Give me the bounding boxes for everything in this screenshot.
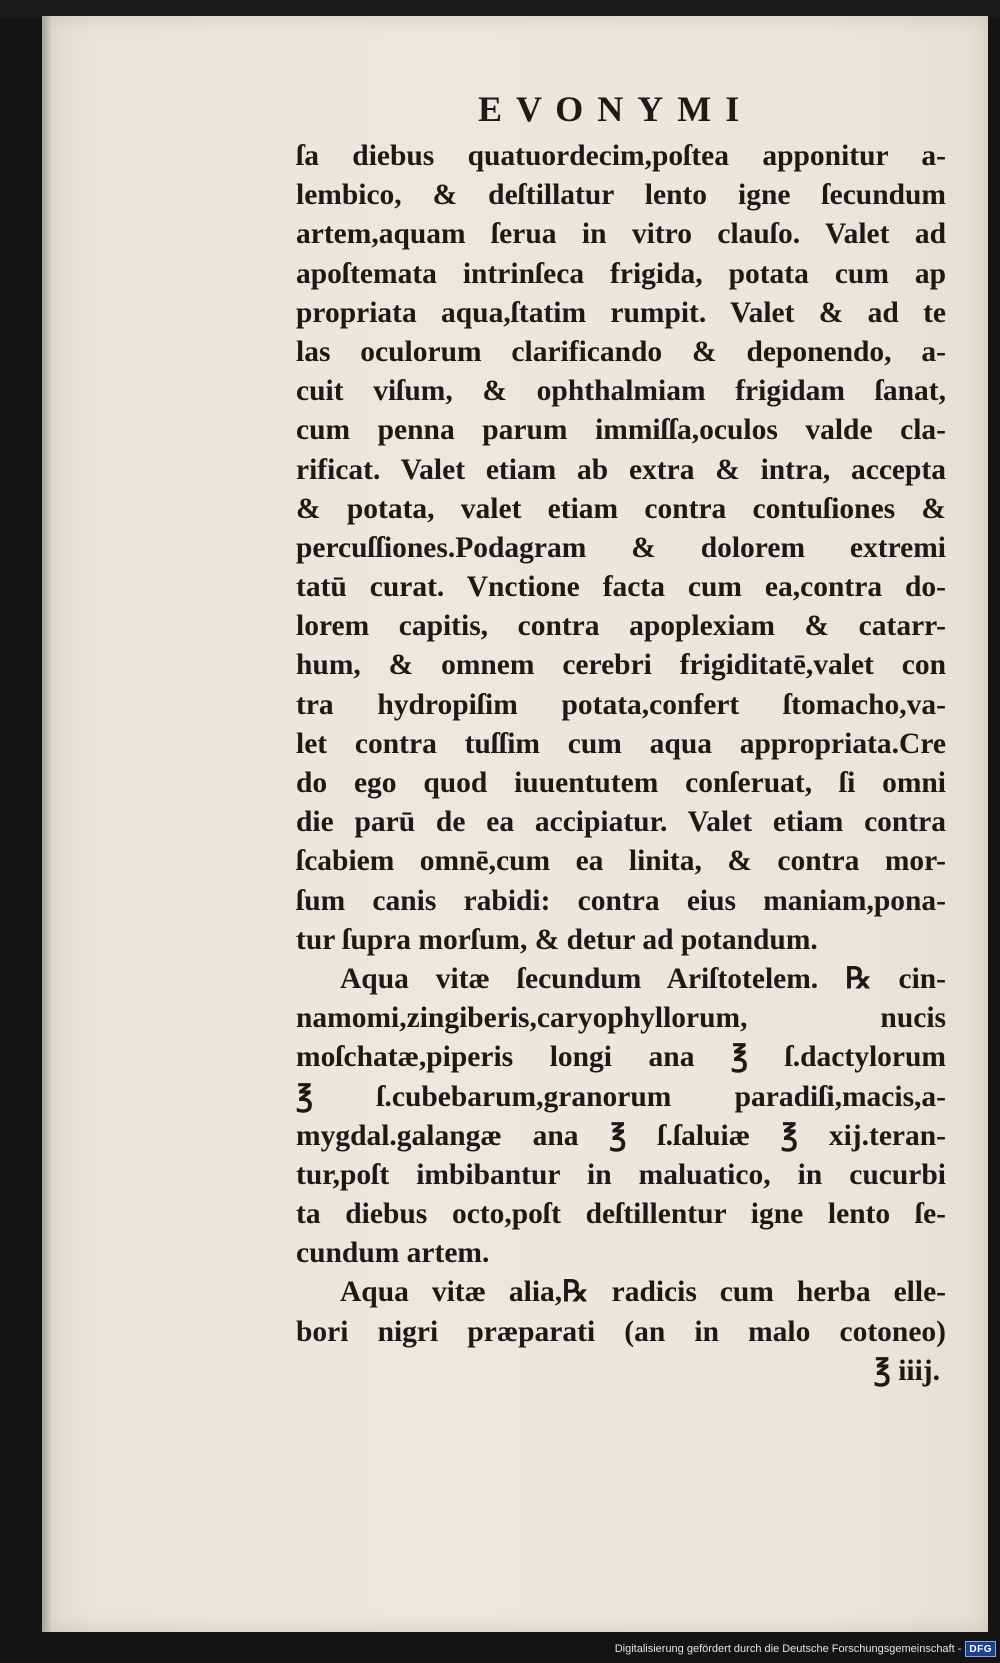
credit-text: Digitalisierung gefördert durch die Deutsche Forschungsgemeinschaft - [614,1643,962,1655]
text-line: cum penna parum immiſſa,oculos valde cla- [296,414,946,447]
text-line: do ego quod iuuentutem conſeruat, ſi omni [296,767,946,799]
text-line: & potata, valet etiam contra contuſiones & [296,492,946,525]
text-line: Aqua vitæ alia,℞ radicis cum herba elle- [340,1276,946,1309]
text-line: tur ſupra morſum, & detur ad potandum. [296,923,818,956]
running-head: EVONYMI [478,89,754,129]
text-line: ſum canis rabidi: contra eius maniam,pona- [296,884,946,917]
text-line: bori nigri præparati (an in malo cotoneo) [296,1315,946,1348]
text-line: hum, & omnem cerebri frigiditatē,valet con [296,649,946,682]
text-line: die parū de ea accipiatur. Valet etiam contra [296,806,946,839]
text-line: moſchatæ,piperis longi ana ℥ ſ.dactylorum [296,1041,946,1074]
text-line: Aqua vitæ ſecundum Ariſtotelem. ℞ cin- [340,962,946,995]
text-line: ſa diebus quatuordecim,poſtea apponitur a- [296,140,946,172]
text-line: artem,aquam ſerua in vitro clauſo. Valet ad [296,218,946,251]
text-line: lembico, & deſtillatur lento igne ſecundum [296,179,946,212]
text-line: tatū curat. Vnctione facta cum ea,contra do- [296,571,946,604]
text-line: ℥ iiij. [873,1354,940,1387]
text-line: tur,poſt imbibantur in maluatico, in cucurbi [296,1158,946,1191]
text-line: mygdal.galangæ ana ℥ ſ.ſaluiæ ℥ xij.teran- [296,1119,946,1152]
text-line: namomi,zingiberis,caryophyllorum, nucis [296,1002,946,1035]
digitization-credit [615,1639,996,1659]
text-line: cuit viſum, & ophthalmiam frigidam ſanat, [296,375,946,408]
text-line: ta diebus octo,poſt deſtillentur igne lento ſe- [296,1198,946,1231]
page-text-block [296,137,946,1391]
dfg-logo-icon: DFG [965,1641,996,1657]
text-line: propriata aqua,ſtatim rumpit. Valet & ad te [296,296,946,329]
text-line: ℥ ſ.cubebarum,granorum paradiſi,macis,a- [296,1080,946,1113]
text-line: let contra tuſſim cum aqua appropriata.Cre [296,727,946,760]
text-line: rificat. Valet etiam ab extra & intra, accepta [296,453,946,486]
text-line: cundum artem. [296,1237,490,1270]
page-gutter-shadow [42,16,52,1632]
text-line: lorem capitis, contra apoplexiam & catarr- [296,610,946,643]
text-line: apoſtemata intrinſeca frigida, potata cum ap [296,257,946,290]
text-line: percuſſiones.Podagram & dolorem extremi [296,531,946,564]
text-line: las oculorum clarificando & deponendo, a- [296,335,946,368]
text-line: tra hydropiſim potata,confert ſtomacho,va- [296,688,946,721]
text-line: ſcabiem omnē,cum ea linita, & contra mor- [296,845,946,878]
